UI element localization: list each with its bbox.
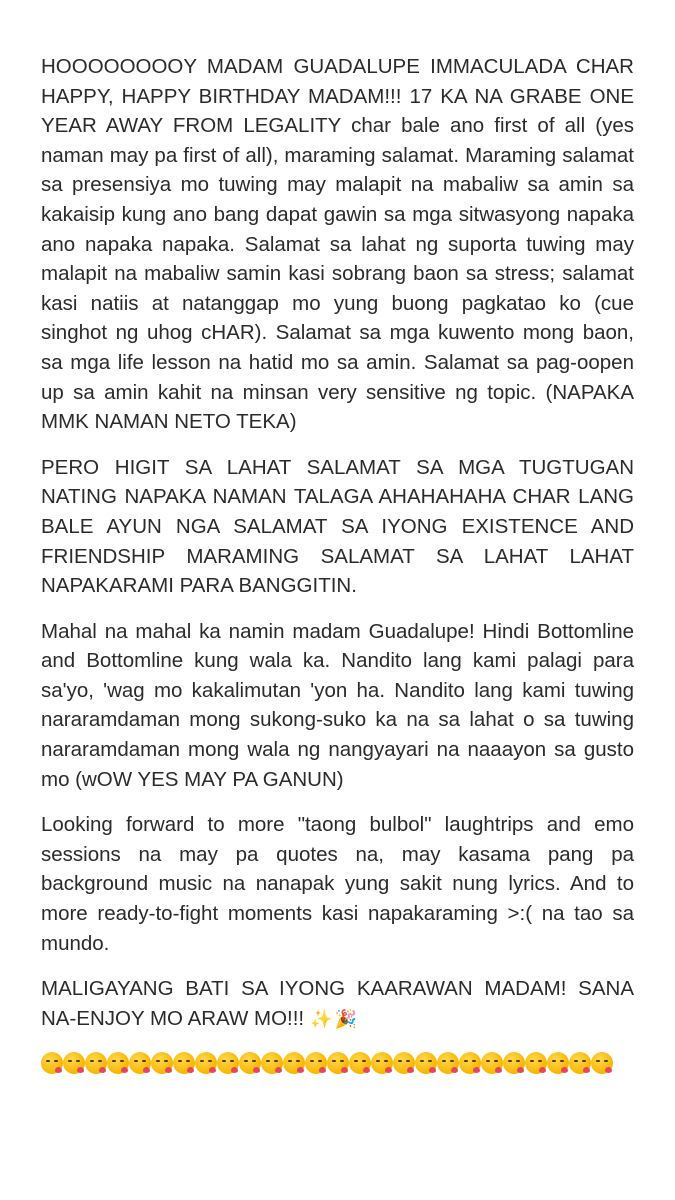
face-blowing-kiss-icon — [305, 1052, 327, 1074]
face-blowing-kiss-icon — [503, 1052, 525, 1074]
face-blowing-kiss-icon — [63, 1052, 85, 1074]
face-blowing-kiss-icon — [415, 1052, 437, 1074]
face-blowing-kiss-icon — [349, 1052, 371, 1074]
face-blowing-kiss-icon — [151, 1052, 173, 1074]
face-blowing-kiss-icon — [569, 1052, 591, 1074]
kissing-face-emoji-row — [41, 1048, 634, 1078]
face-blowing-kiss-icon — [107, 1052, 129, 1074]
face-blowing-kiss-icon — [393, 1052, 415, 1074]
face-blowing-kiss-icon — [217, 1052, 239, 1074]
closing-text: MALIGAYANG BATI SA IYONG KAARAWAN MADAM! SANA NA-ENJOY MO ARAW MO!!! — [41, 977, 634, 1030]
party-popper-icon: 🎉 — [334, 1008, 359, 1029]
closing-paragraph — [41, 974, 634, 1034]
face-blowing-kiss-icon — [41, 1052, 63, 1074]
face-blowing-kiss-icon — [129, 1052, 151, 1074]
face-blowing-kiss-icon — [371, 1052, 393, 1074]
face-blowing-kiss-icon — [437, 1052, 459, 1074]
face-blowing-kiss-icon — [327, 1052, 349, 1074]
paragraph-4: Looking forward to more "taong bulbol" laughtrips and emo sessions na may pa quotes na, may kasama pang pa background music na nanapak yung sakit nung lyrics. And to more ready-to-fight moments kasi napakaraming >:( na tao sa mundo. — [41, 813, 634, 955]
paragraph-2: PERO HIGIT SA LAHAT SALAMAT SA MGA TUGTUGAN NATING NAPAKA NAMAN TALAGA AHAHAHAHA CHAR LANG BALE AYUN NGA SALAMAT SA IYONG EXISTENCE AND FRIENDSHIP MARAMING SALAMAT SA LAHAT LAHAT NAPAKARAMI PARA BANGGITIN. — [41, 455, 634, 598]
face-blowing-kiss-icon — [481, 1052, 503, 1074]
face-blowing-kiss-icon — [459, 1052, 481, 1074]
face-blowing-kiss-icon — [283, 1052, 305, 1074]
face-blowing-kiss-icon — [239, 1052, 261, 1074]
face-blowing-kiss-icon — [547, 1052, 569, 1074]
face-blowing-kiss-icon — [525, 1052, 547, 1074]
face-blowing-kiss-icon — [173, 1052, 195, 1074]
closing-emojis — [310, 1005, 359, 1035]
paragraph-3: Mahal na mahal ka namin madam Guadalupe! Hindi Bottomline and Bottomline kung wala ka. Nandito lang kami palagi para sa'yo, 'wag mo kakalimutan 'yon ha. Nandito lang kami tuwing nararamdaman mong sukong-suko ka na sa lahat o sa tuwing nararamdaman mong wala ng nangyayari na naaayon sa gusto mo (wOW YES MAY PA GANUN) — [41, 619, 634, 791]
sparkles-icon: ✨ — [310, 1008, 335, 1029]
paragraph-1: HOOOOOOOOY MADAM GUADALUPE IMMACULADA CHAR HAPPY, HAPPY BIRTHDAY MADAM!!! 17 KA NA GRABE ONE YEAR AWAY FROM LEGALITY char bale ano first of all (yes naman may pa first of all), maraming salamat. Maraming salamat sa presensiya mo tuwing may malapit na mabaliw sa amin sa kakaisip kung ano bang dapat gawin sa mga sitwasyong napaka ano napaka napaka. Salamat sa lahat ng suporta tuwing may malapit na mabaliw samin kasi sobrang baon sa stress; salamat kasi natiis at natanggap mo yung buong pagkatao ko (cue singhot ng uhog cHAR). Salamat sa mga kuwento mong baon, sa mga life lesson na hatid mo sa amin. Salamat sa pag-oopen up sa amin kahit na minsan very sensitive ng topic. (NAPAKA MMK NAMAN NETO TEKA) — [41, 55, 634, 434]
face-blowing-kiss-icon — [85, 1052, 107, 1074]
birthday-message — [41, 52, 634, 1078]
face-blowing-kiss-icon — [591, 1052, 613, 1074]
face-blowing-kiss-icon — [261, 1052, 283, 1074]
face-blowing-kiss-icon — [195, 1052, 217, 1074]
